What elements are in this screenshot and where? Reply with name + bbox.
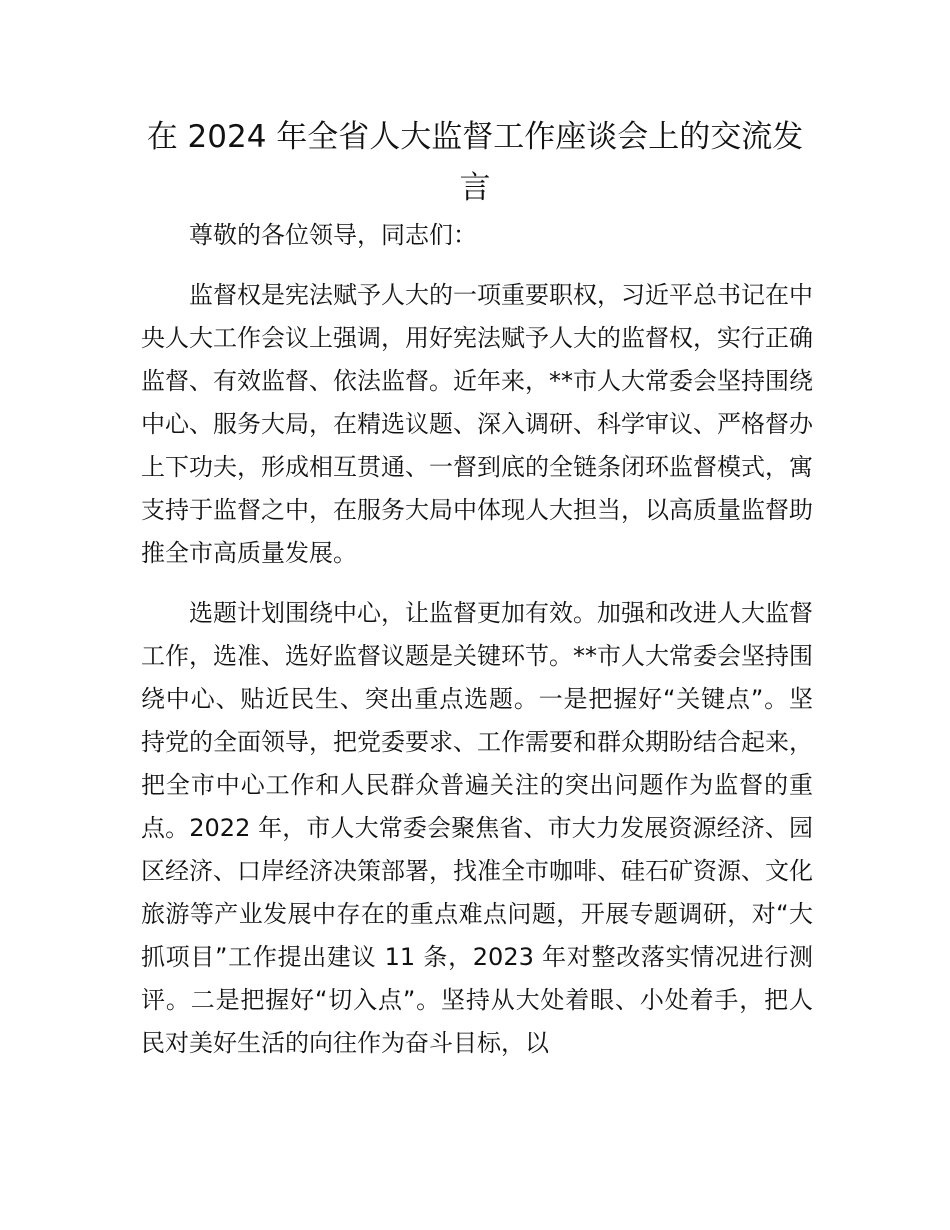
body-paragraph-2: 选题计划围绕中心，让监督更加有效。加强和改进人大监督工作，选准、选好监督议题是关键环节。**市人大常委会坚持围绕中心、贴近民生、突出重点选题。一是把握好“关键点”。坚持党的全面领导，把党委要求、工作需要和群众期盼结合起来，把全市中心工作和人民群众普遍关注的突出问题作为监督的重点。2022 年，市人大常委会聚焦省、市大力发展资源经济、园区经济、口岸经济决策部署，找准全市咖啡、硅石矿资源、文化旅游等产业发展中存在的重点难点问题，开展专题调研，对“大抓项目”工作提出建议 11 条，2023 年对整改落实情况进行测评。二是把握好“切入点”。坚持从大处着眼、小处着手，把人民对美好生活的向往作为奋斗目标，以 [141, 599, 813, 1057]
document-title: 在 2024 年全省人大监督工作座谈会上的交流发言 [146, 119, 804, 206]
document-body [141, 214, 813, 1065]
body-paragraph-1: 监督权是宪法赋予人大的一项重要职权，习近平总书记在中央人大工作会议上强调，用好宪法赋予人大的监督权，实行正确监督、有效监督、依法监督。近年来，**市人大常委会坚持围绕中心、服务大局，在精选议题、深入调研、科学审议、严格督办上下功夫，形成相互贯通、一督到底的全链条闭环监督模式，寓支持于监督之中，在服务大局中体现人大担当，以高质量监督助推全市高质量发展。 [141, 281, 813, 567]
greeting-paragraph: 尊敬的各位领导，同志们： [189, 221, 477, 249]
